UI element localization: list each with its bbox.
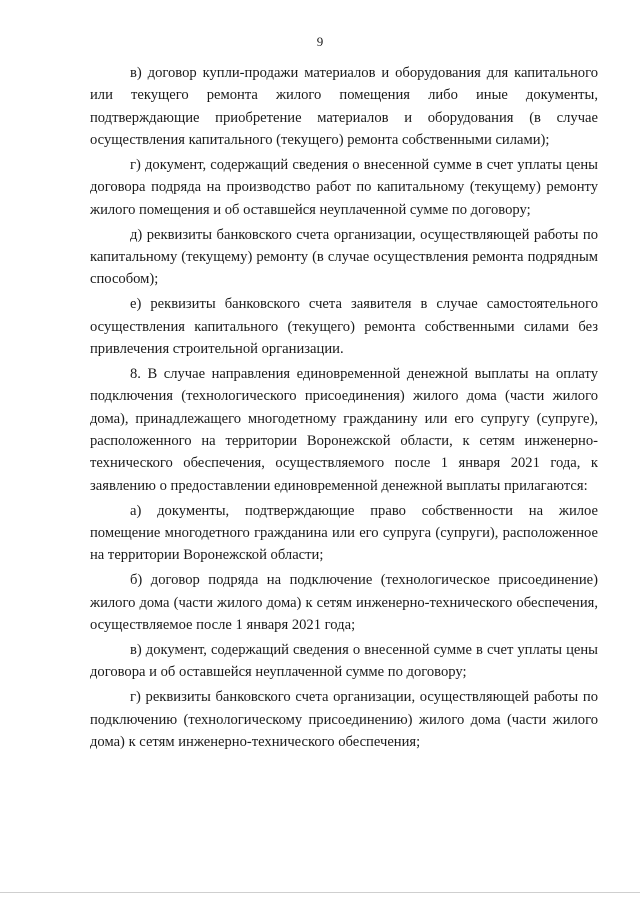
paragraph-item-e: е) реквизиты банковского счета заявителя в случае самостоятельного осуществления капитального (текущего) ремонта собственными силами без привлечения строительной организации. [90,296,598,358]
paragraph-item-g-2: г) реквизиты банковского счета организации, осуществляющей работы по подключению (технологическому присоединению) жилого дома (части жилого дома) к сетям инженерно-технического обеспечения; [90,689,598,750]
bottom-rule [0,892,640,893]
document-body [90,62,598,756]
paragraph-item-g: г) документ, содержащий сведения о внесенной сумме в счет уплаты цены договора подряда на производство работ по капитальному (текущему) ремонту жилого помещения и об оставшейся неуплаченной сумме по договору; [90,157,598,218]
paragraph-item-v: в) договор купли-продажи материалов и оборудования для капитального или текущего ремонта жилого помещения либо иные документы, подтверждающие приобретение материалов и оборудования (в случае осуществления капитального (текущего) ремонта собственными силами); [90,65,598,149]
paragraph-item-d: д) реквизиты банковского счета организации, осуществляющей работы по капитальному (текущему) ремонту (в случае осуществления ремонта подрядным способом); [90,226,598,288]
page-number: 9 [316,34,324,49]
paragraph-item-b: б) договор подряда на подключение (технологическое присоединение) жилого дома (части жилого дома) к сетям инженерно-технического обеспечения, осуществляемое после 1 января 2021 года; [90,572,598,634]
paragraph-item-a: а) документы, подтверждающие право собственности на жилое помещение многодетного гражданина или его супруга (супруги), расположенное на территории Воронежской области; [90,502,598,564]
paragraph-item-v-2: в) документ, содержащий сведения о внесенной сумме в счет уплаты цены договора и об оставшейся неуплаченной сумме по договору; [90,641,598,681]
paragraph-clause-8: 8. В случае направления единовременной денежной выплаты на оплату подключения (технологического присоединения) жилого дома (части жилого дома), принадлежащего многодетному гражданину или его супругу (супруге), расположенного на территории Воронежской области, к сетям инженерно-технического обеспечения, осуществляемого после 1 января 2021 года, к заявлению о предоставлении единовременной денежной выплаты прилагаются: [90,365,598,494]
